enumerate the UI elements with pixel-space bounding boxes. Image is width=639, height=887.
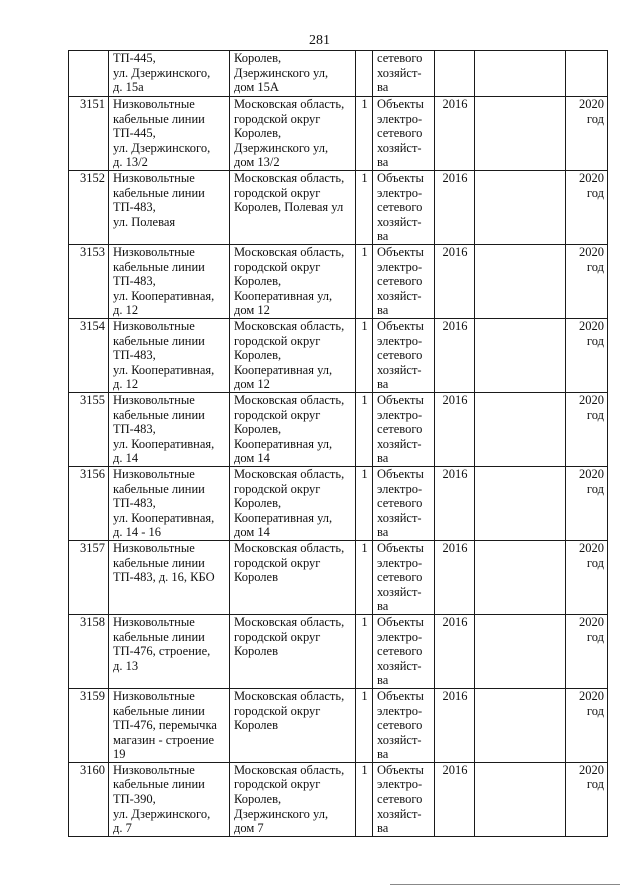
object-year: 2016 — [435, 319, 475, 393]
object-quantity: 1 — [356, 245, 373, 319]
row-number: 3151 — [69, 97, 109, 171]
table-row — [69, 762, 608, 836]
object-year: 2016 — [435, 688, 475, 762]
plan-year: 2020 год — [566, 688, 608, 762]
empty-cell — [475, 762, 566, 836]
object-address: Московская область, городской округ Королев, Кооперативная ул, дом 14 — [230, 393, 356, 467]
row-number: 3154 — [69, 319, 109, 393]
object-year: 2016 — [435, 171, 475, 245]
object-name: Низковольтные кабельные линии ТП-483, ул. Кооперативная, д. 12 — [109, 319, 230, 393]
empty-cell — [475, 466, 566, 540]
empty-cell — [475, 245, 566, 319]
empty-cell — [475, 97, 566, 171]
object-quantity: 1 — [356, 762, 373, 836]
object-quantity: 1 — [356, 614, 373, 688]
row-number: 3156 — [69, 466, 109, 540]
object-address: Московская область, городской округ Королев, Дзержинского ул, дом 7 — [230, 762, 356, 836]
object-year — [435, 51, 475, 97]
object-address: Московская область, городской округ Королев, Кооперативная ул, дом 12 — [230, 319, 356, 393]
registry-table — [68, 50, 608, 837]
object-quantity: 1 — [356, 688, 373, 762]
table-row — [69, 614, 608, 688]
table-row — [69, 540, 608, 614]
plan-year: 2020 год — [566, 97, 608, 171]
row-number: 3157 — [69, 540, 109, 614]
object-purpose: Объекты электро- сетевого хозяйст- ва — [373, 171, 435, 245]
object-address: Московская область, городской округ Королев — [230, 540, 356, 614]
object-quantity: 1 — [356, 97, 373, 171]
object-purpose: Объекты электро- сетевого хозяйст- ва — [373, 540, 435, 614]
object-year: 2016 — [435, 97, 475, 171]
row-number: 3160 — [69, 762, 109, 836]
object-address: Московская область, городской округ Королев, Кооперативная ул, дом 12 — [230, 245, 356, 319]
object-name: ТП-445, ул. Дзержинского, д. 15а — [109, 51, 230, 97]
table-row — [69, 393, 608, 467]
footer-divider — [390, 884, 620, 885]
object-name: Низковольтные кабельные линии ТП-483, д. 16, КБО — [109, 540, 230, 614]
object-year: 2016 — [435, 540, 475, 614]
object-purpose: сетевого хозяйст- ва — [373, 51, 435, 97]
empty-cell — [475, 171, 566, 245]
row-number: 3152 — [69, 171, 109, 245]
page-number: 281 — [309, 33, 330, 48]
plan-year: 2020 год — [566, 393, 608, 467]
plan-year — [566, 51, 608, 97]
plan-year: 2020 год — [566, 245, 608, 319]
object-purpose: Объекты электро- сетевого хозяйст- ва — [373, 393, 435, 467]
object-name: Низковольтные кабельные линии ТП-445, ул. Дзержинского, д. 13/2 — [109, 97, 230, 171]
row-number: 3155 — [69, 393, 109, 467]
object-name: Низковольтные кабельные линии ТП-483, ул. Кооперативная, д. 12 — [109, 245, 230, 319]
table-row — [69, 97, 608, 171]
object-purpose: Объекты электро- сетевого хозяйст- ва — [373, 466, 435, 540]
object-quantity — [356, 51, 373, 97]
object-quantity: 1 — [356, 319, 373, 393]
object-address: Королев, Дзержинского ул, дом 15А — [230, 51, 356, 97]
object-quantity: 1 — [356, 393, 373, 467]
object-purpose: Объекты электро- сетевого хозяйст- ва — [373, 614, 435, 688]
plan-year: 2020 год — [566, 466, 608, 540]
table-row — [69, 171, 608, 245]
object-purpose: Объекты электро- сетевого хозяйст- ва — [373, 762, 435, 836]
object-name: Низковольтные кабельные линии ТП-476, перемычка магазин - строение 19 — [109, 688, 230, 762]
table-row — [69, 466, 608, 540]
row-number — [69, 51, 109, 97]
object-year: 2016 — [435, 762, 475, 836]
registry-body — [69, 51, 608, 837]
empty-cell — [475, 614, 566, 688]
empty-cell — [475, 540, 566, 614]
object-address: Московская область, городской округ Королев, Дзержинского ул, дом 13/2 — [230, 97, 356, 171]
object-address: Московская область, городской округ Королев — [230, 688, 356, 762]
table-row — [69, 245, 608, 319]
plan-year: 2020 год — [566, 614, 608, 688]
empty-cell — [475, 393, 566, 467]
object-name: Низковольтные кабельные линии ТП-483, ул. Полевая — [109, 171, 230, 245]
empty-cell — [475, 51, 566, 97]
row-number: 3159 — [69, 688, 109, 762]
object-purpose: Объекты электро- сетевого хозяйст- ва — [373, 688, 435, 762]
object-quantity: 1 — [356, 540, 373, 614]
empty-cell — [475, 319, 566, 393]
table-row — [69, 51, 608, 97]
object-name: Низковольтные кабельные линии ТП-390, ул. Дзержинского, д. 7 — [109, 762, 230, 836]
object-year: 2016 — [435, 466, 475, 540]
row-number: 3153 — [69, 245, 109, 319]
plan-year: 2020 год — [566, 319, 608, 393]
table-row — [69, 319, 608, 393]
object-name: Низковольтные кабельные линии ТП-483, ул. Кооперативная, д. 14 - 16 — [109, 466, 230, 540]
object-purpose: Объекты электро- сетевого хозяйст- ва — [373, 245, 435, 319]
table-row — [69, 688, 608, 762]
object-name: Низковольтные кабельные линии ТП-476, строение, д. 13 — [109, 614, 230, 688]
object-address: Московская область, городской округ Королев, Кооперативная ул, дом 14 — [230, 466, 356, 540]
object-name: Низковольтные кабельные линии ТП-483, ул. Кооперативная, д. 14 — [109, 393, 230, 467]
plan-year: 2020 год — [566, 540, 608, 614]
object-address: Московская область, городской округ Королев, Полевая ул — [230, 171, 356, 245]
object-quantity: 1 — [356, 466, 373, 540]
object-year: 2016 — [435, 393, 475, 467]
object-year: 2016 — [435, 245, 475, 319]
object-purpose: Объекты электро- сетевого хозяйст- ва — [373, 97, 435, 171]
empty-cell — [475, 688, 566, 762]
object-quantity: 1 — [356, 171, 373, 245]
object-purpose: Объекты электро- сетевого хозяйст- ва — [373, 319, 435, 393]
row-number: 3158 — [69, 614, 109, 688]
plan-year: 2020 год — [566, 762, 608, 836]
plan-year: 2020 год — [566, 171, 608, 245]
object-address: Московская область, городской округ Королев — [230, 614, 356, 688]
object-year: 2016 — [435, 614, 475, 688]
